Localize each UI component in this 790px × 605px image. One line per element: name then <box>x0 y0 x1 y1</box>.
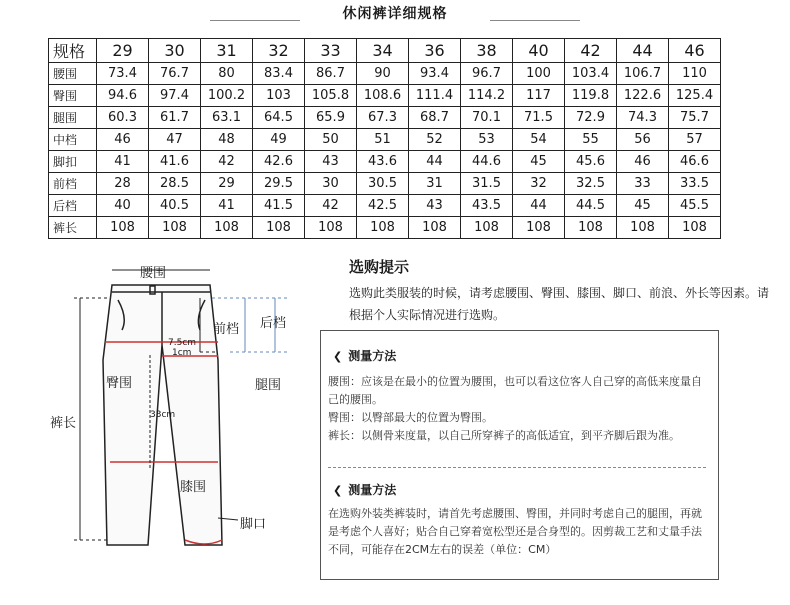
value-cell: 94.6 <box>97 85 149 107</box>
value-cell: 68.7 <box>409 107 461 129</box>
value-cell: 119.8 <box>565 85 617 107</box>
value-cell: 73.4 <box>97 63 149 85</box>
value-cell: 31 <box>409 173 461 195</box>
value-cell: 55 <box>565 129 617 151</box>
value-cell: 108 <box>669 217 721 239</box>
value-cell: 46 <box>617 151 669 173</box>
value-cell: 103.4 <box>565 63 617 85</box>
value-cell: 42 <box>201 151 253 173</box>
value-cell: 80 <box>201 63 253 85</box>
value-cell: 65.9 <box>305 107 357 129</box>
size-cell: 40 <box>513 39 565 63</box>
size-cell: 38 <box>461 39 513 63</box>
value-cell: 46 <box>97 129 149 151</box>
value-cell: 108 <box>357 217 409 239</box>
value-cell: 75.7 <box>669 107 721 129</box>
value-cell: 41.6 <box>149 151 201 173</box>
size-cell: 31 <box>201 39 253 63</box>
value-cell: 43 <box>305 151 357 173</box>
measure-heading-2: ❮ 测量方法 <box>333 483 397 497</box>
value-cell: 54 <box>513 129 565 151</box>
value-cell: 67.3 <box>357 107 409 129</box>
value-cell: 30 <box>305 173 357 195</box>
front-rise-label: 前档 <box>213 322 240 337</box>
hem-label: 脚口 <box>240 517 267 532</box>
value-cell: 108 <box>305 217 357 239</box>
value-cell: 100 <box>513 63 565 85</box>
chevron-left-icon: ❮ <box>333 350 343 363</box>
value-cell: 122.6 <box>617 85 669 107</box>
size-cell: 29 <box>97 39 149 63</box>
value-cell: 106.7 <box>617 63 669 85</box>
value-cell: 42.6 <box>253 151 305 173</box>
value-cell: 114.2 <box>461 85 513 107</box>
size-cell: 32 <box>253 39 305 63</box>
value-cell: 31.5 <box>461 173 513 195</box>
value-cell: 97.4 <box>149 85 201 107</box>
value-cell: 44.5 <box>565 195 617 217</box>
value-cell: 74.3 <box>617 107 669 129</box>
row-label-cell: 中档 <box>49 129 97 151</box>
value-cell: 108.6 <box>357 85 409 107</box>
value-cell: 29.5 <box>253 173 305 195</box>
value-cell: 46.6 <box>669 151 721 173</box>
value-cell: 52 <box>409 129 461 151</box>
value-cell: 83.4 <box>253 63 305 85</box>
value-cell: 28 <box>97 173 149 195</box>
page-title: 休闲裤详细规格 <box>342 6 448 22</box>
inseam-label: 33cm <box>150 410 176 420</box>
value-cell: 49 <box>253 129 305 151</box>
value-cell: 44 <box>513 195 565 217</box>
value-cell: 76.7 <box>149 63 201 85</box>
value-cell: 32 <box>513 173 565 195</box>
value-cell: 70.1 <box>461 107 513 129</box>
rise-offset-label: 7.5cm <box>168 338 197 348</box>
tips-title: 选购提示 <box>349 258 410 276</box>
value-cell: 41 <box>97 151 149 173</box>
value-cell: 105.8 <box>305 85 357 107</box>
value-cell: 108 <box>617 217 669 239</box>
value-cell: 108 <box>97 217 149 239</box>
value-cell: 33.5 <box>669 173 721 195</box>
value-cell: 93.4 <box>409 63 461 85</box>
value-cell: 64.5 <box>253 107 305 129</box>
value-cell: 28.5 <box>149 173 201 195</box>
row-label-cell: 后档 <box>49 195 97 217</box>
value-cell: 48 <box>201 129 253 151</box>
value-cell: 45 <box>513 151 565 173</box>
tips-text: 选购此类服装的时候，请考虑腰围、臀围、膝围、脚口、前浪、外长等因素。请根据个人实际情况进行选购。 <box>349 286 770 322</box>
value-cell: 110 <box>669 63 721 85</box>
value-cell: 43.5 <box>461 195 513 217</box>
value-cell: 111.4 <box>409 85 461 107</box>
measure-line: 裤长：以侧骨来度量，以自己所穿裤子的高低适宜，到平齐脚后跟为准。 <box>328 429 680 442</box>
value-cell: 43.6 <box>357 151 409 173</box>
size-cell: 44 <box>617 39 669 63</box>
value-cell: 61.7 <box>149 107 201 129</box>
value-cell: 71.5 <box>513 107 565 129</box>
value-cell: 44 <box>409 151 461 173</box>
size-cell: 36 <box>409 39 461 63</box>
value-cell: 41.5 <box>253 195 305 217</box>
back-rise-label: 后档 <box>260 316 287 331</box>
row-label-cell: 腰围 <box>49 63 97 85</box>
measure-line: 臀围：以臀部最大的位置为臀围。 <box>328 411 493 424</box>
value-cell: 108 <box>253 217 305 239</box>
waist-label: 腰围 <box>140 266 167 281</box>
size-cell: 30 <box>149 39 201 63</box>
size-cell: 42 <box>565 39 617 63</box>
measure-text-2: 在选购外装类裤装时，请首先考虑腰围、臀围，并同时考虑自己的腿围，再就是考虑个人喜好；贴合自己穿着宽松型还是合身型的。因剪裁工艺和丈量手法不同，可能存在2CM左右的误差（单位：CM） <box>328 507 702 556</box>
value-cell: 45 <box>617 195 669 217</box>
value-cell: 108 <box>409 217 461 239</box>
header-label-cell: 规格 <box>49 39 97 63</box>
value-cell: 32.5 <box>565 173 617 195</box>
value-cell: 63.1 <box>201 107 253 129</box>
value-cell: 72.9 <box>565 107 617 129</box>
value-cell: 108 <box>201 217 253 239</box>
value-cell: 44.6 <box>461 151 513 173</box>
length-label: 裤长 <box>50 416 77 431</box>
value-cell: 43 <box>409 195 461 217</box>
row-label-cell: 前档 <box>49 173 97 195</box>
size-cell: 34 <box>357 39 409 63</box>
value-cell: 60.3 <box>97 107 149 129</box>
value-cell: 45.5 <box>669 195 721 217</box>
measure-heading-1: ❮ 测量方法 <box>333 349 397 363</box>
value-cell: 125.4 <box>669 85 721 107</box>
row-label-cell: 裤长 <box>49 217 97 239</box>
row-label-cell: 臀围 <box>49 85 97 107</box>
row-label-cell: 腿围 <box>49 107 97 129</box>
size-cell: 46 <box>669 39 721 63</box>
value-cell: 33 <box>617 173 669 195</box>
value-cell: 108 <box>565 217 617 239</box>
hip-label: 臀围 <box>106 376 133 391</box>
row-label-cell: 脚扣 <box>49 151 97 173</box>
value-cell: 117 <box>513 85 565 107</box>
value-cell: 86.7 <box>305 63 357 85</box>
value-cell: 56 <box>617 129 669 151</box>
value-cell: 108 <box>149 217 201 239</box>
thigh-label: 腿围 <box>255 378 282 393</box>
value-cell: 96.7 <box>461 63 513 85</box>
value-cell: 53 <box>461 129 513 151</box>
value-cell: 90 <box>357 63 409 85</box>
value-cell: 45.6 <box>565 151 617 173</box>
chevron-left-icon: ❮ <box>333 484 343 497</box>
measure-line: 腰围：应该是在最小的位置为腰围，也可以看这位客人自己穿的高低来度量自己的腰围。 <box>328 375 702 406</box>
knee-label: 膝围 <box>180 480 207 495</box>
value-cell: 57 <box>669 129 721 151</box>
value-cell: 51 <box>357 129 409 151</box>
value-cell: 47 <box>149 129 201 151</box>
value-cell: 108 <box>513 217 565 239</box>
value-cell: 40 <box>97 195 149 217</box>
value-cell: 103 <box>253 85 305 107</box>
value-cell: 50 <box>305 129 357 151</box>
value-cell: 100.2 <box>201 85 253 107</box>
value-cell: 42.5 <box>357 195 409 217</box>
value-cell: 29 <box>201 173 253 195</box>
size-cell: 33 <box>305 39 357 63</box>
value-cell: 41 <box>201 195 253 217</box>
value-cell: 108 <box>461 217 513 239</box>
value-cell: 42 <box>305 195 357 217</box>
value-cell: 40.5 <box>149 195 201 217</box>
value-cell: 30.5 <box>357 173 409 195</box>
offset-small-label: 1cm <box>172 348 192 358</box>
